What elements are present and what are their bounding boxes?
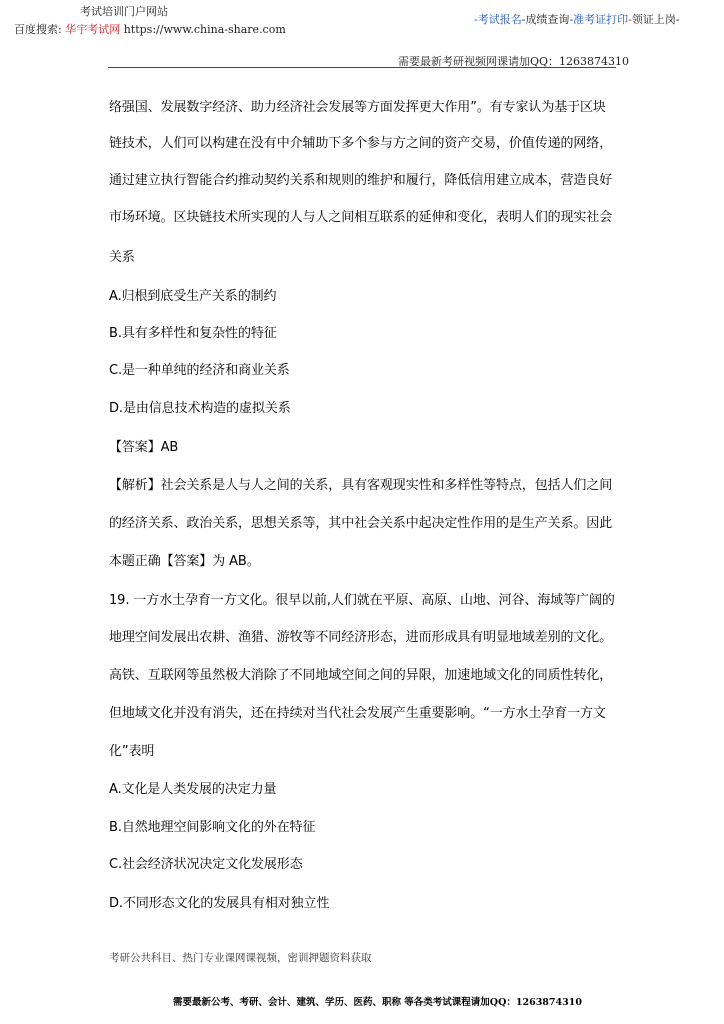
nav-exam-registration[interactable]: 考试报名 bbox=[477, 13, 522, 26]
option-b: B.自然地理空间影响文化的外在特征 bbox=[109, 820, 316, 835]
text-line: 链技术，人们可以构建在没有中介辅助下多个参与方之间的资产交易，价值传递的网络， bbox=[109, 136, 613, 151]
nav-certificate[interactable]: 领证上岗 bbox=[631, 13, 676, 26]
nav-separator: - bbox=[474, 13, 478, 26]
question-19: 19. 一方水土孕育一方文化。很早以前,人们就在平原、高原、山地、河谷、海域等广阔的 bbox=[109, 593, 615, 608]
search-prefix: 百度搜索: bbox=[14, 23, 62, 36]
option-c: C.是一种单纯的经济和商业关系 bbox=[109, 363, 290, 378]
option-a: A.文化是人类发展的决定力量 bbox=[109, 782, 277, 797]
option-c: C.社会经济状况决定文化发展形态 bbox=[109, 857, 303, 872]
option-d: D.不同形态文化的发展具有相对独立性 bbox=[109, 896, 330, 911]
text-line: 高铁、互联网等虽然极大消除了不同地域空间之间的异限，加速地域文化的同质性转化， bbox=[109, 668, 613, 683]
answer: 【答案】AB bbox=[109, 440, 179, 455]
explanation-line: 【解析】社会关系是人与人之间的关系，具有客观现实性和多样性等特点，包括人们之间 bbox=[109, 478, 613, 493]
nav-separator: - bbox=[628, 13, 632, 26]
qq-note: 需要最新考研视频网课请加QQ：1263874310 bbox=[398, 55, 630, 68]
header-nav bbox=[474, 11, 680, 27]
nav-score-query[interactable]: 成绩查询 bbox=[525, 13, 570, 26]
nav-admission-ticket[interactable]: 准考证打印 bbox=[573, 13, 629, 26]
footer-contact: 需要最新公考、考研、会计、建筑、学历、医药、职称 等各类考试课程请加QQ：1263874310 bbox=[173, 997, 582, 1008]
nav-separator: - bbox=[569, 13, 574, 26]
text-line: 化”表明 bbox=[109, 744, 155, 759]
search-hint bbox=[14, 21, 286, 37]
text-line: 络强国、发展数字经济、助力经济社会发展等方面发挥更大作用”。有专家认为基于区块 bbox=[109, 100, 606, 115]
text-line: 市场环境。区块链技术所实现的人与人之间相互联系的延伸和变化，表明人们的现实社会 bbox=[109, 210, 613, 225]
nav-separator: - bbox=[675, 13, 680, 26]
option-a: A.归根到底受生产关系的制约 bbox=[109, 289, 277, 304]
site-name: 考试培训门户网站 bbox=[80, 5, 168, 18]
text-line: 但地域文化并没有消失，还在持续对当代社会发展产生重要影响。“一方水土孕育一方文 bbox=[109, 706, 606, 721]
text-line: 地理空间发展出农耕、渔猎、游牧等不同经济形态，进而形成具有明显地域差别的文化。 bbox=[109, 630, 613, 645]
nav-separator: - bbox=[521, 13, 526, 26]
option-d: D.是由信息技术构造的虚拟关系 bbox=[109, 401, 291, 416]
site-url[interactable]: https://www.china-share.com bbox=[123, 23, 286, 36]
text-line: 通过建立执行智能合约推动契约关系和规则的维护和履行，降低信用建立成本，营造良好 bbox=[109, 173, 613, 188]
explanation-line: 本题正确【答案】为 AB。 bbox=[109, 554, 260, 569]
footer-promo: 考研公共科目、热门专业课网课视频，密训押题资料获取 bbox=[109, 952, 372, 964]
text-line: 关系 bbox=[109, 250, 135, 265]
option-b: B.具有多样性和复杂性的特征 bbox=[109, 326, 277, 341]
explanation-line: 的经济关系、政治关系，思想关系等，其中社会关系中起决定性作用的是生产关系。因此 bbox=[109, 516, 613, 531]
header-divider bbox=[108, 67, 616, 68]
brand-link[interactable]: 华宇考试网 bbox=[65, 23, 121, 36]
